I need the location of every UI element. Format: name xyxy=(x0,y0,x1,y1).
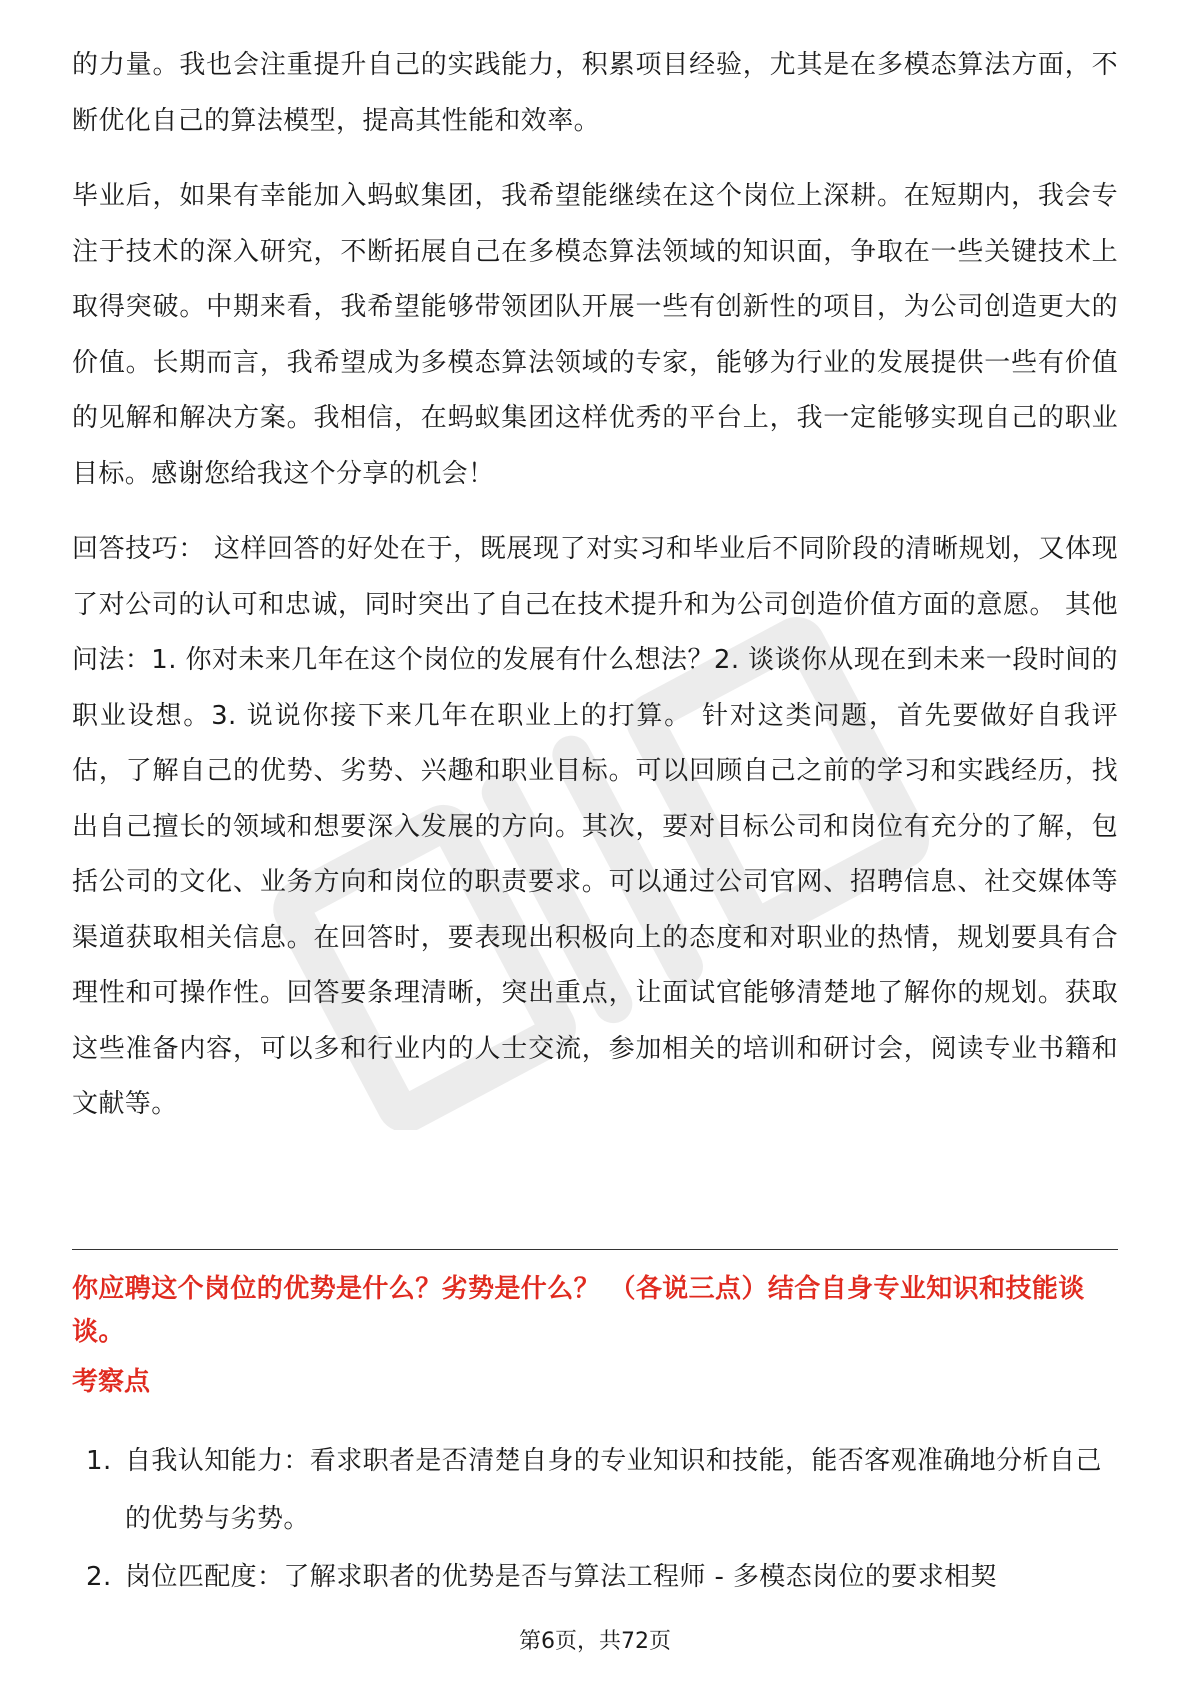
page-number: 第6页，共72页 xyxy=(519,1629,671,1654)
list-number: 2. xyxy=(86,1562,112,1592)
body-text xyxy=(72,38,1118,1133)
question-title: 你应聘这个岗位的优势是什么？劣势是什么？ （各说三点）结合自身专业知识和技能谈谈。 xyxy=(72,1274,1085,1347)
list-item xyxy=(72,1432,1118,1548)
section-divider xyxy=(72,1249,1118,1250)
paragraph: 回答技巧： 这样回答的好处在于，既展现了对实习和毕业后不同阶段的清晰规划，又体现了对公司的认可和忠诚，同时突出了自己在技术提升和为公司创造价值方面的意愿。 其他问法：1. 你对未来几年在这个岗位的发展有什么想法？2. 谈谈你从现在到未来一段时间的职业设想。3. 说说你接下来几年在职业上的打算。 针对这类问题，首先要做好自我评估，了解自己的优势、劣势、兴趣和职业目标。可以回顾自己之前的学习和实践经历，找出自己擅长的领域和想要深入发展的方向。其次，要对目标公司和岗位有充分的了解，包括公司的文化、业务方向和岗位的职责要求。可以通过公司官网、招聘信息、社交媒体等渠道获取相关信息。在回答时，要表现出积极向上的态度和对职业的热情，规划要具有合理性和可操作性。回答要条理清晰，突出重点，让面试官能够清楚地了解你的规划。获取这些准备内容，可以多和行业内的人士交流，参加相关的培训和研讨会，阅读专业书籍和文献等。 xyxy=(72,534,1118,1119)
list-item-text: 自我认知能力：看求职者是否清楚自身的专业知识和技能，能否客观准确地分析自己的优势与劣势。 xyxy=(125,1446,1102,1534)
list-number: 1. xyxy=(86,1446,112,1476)
list-item-text: 岗位匹配度：了解求职者的优势是否与算法工程师 - 多模态岗位的要求相契 xyxy=(125,1562,997,1592)
list-item xyxy=(72,1548,1118,1606)
paragraph: 的力量。我也会注重提升自己的实践能力，积累项目经验，尤其是在多模态算法方面，不断优化自己的算法模型，提高其性能和效率。 xyxy=(72,50,1118,136)
section-heading: 考察点 xyxy=(72,1367,151,1397)
assessment-list xyxy=(72,1432,1118,1606)
paragraph: 毕业后，如果有幸能加入蚂蚁集团，我希望能继续在这个岗位上深耕。在短期内，我会专注于技术的深入研究，不断拓展自己在多模态算法领域的知识面，争取在一些关键技术上取得突破。中期来看，我希望能够带领团队开展一些有创新性的项目，为公司创造更大的价值。长期而言，我希望成为多模态算法领域的专家，能够为行业的发展提供一些有价值的见解和解决方案。我相信，在蚂蚁集团这样优秀的平台上，我一定能够实现自己的职业目标。感谢您给我这个分享的机会！ xyxy=(72,181,1118,489)
